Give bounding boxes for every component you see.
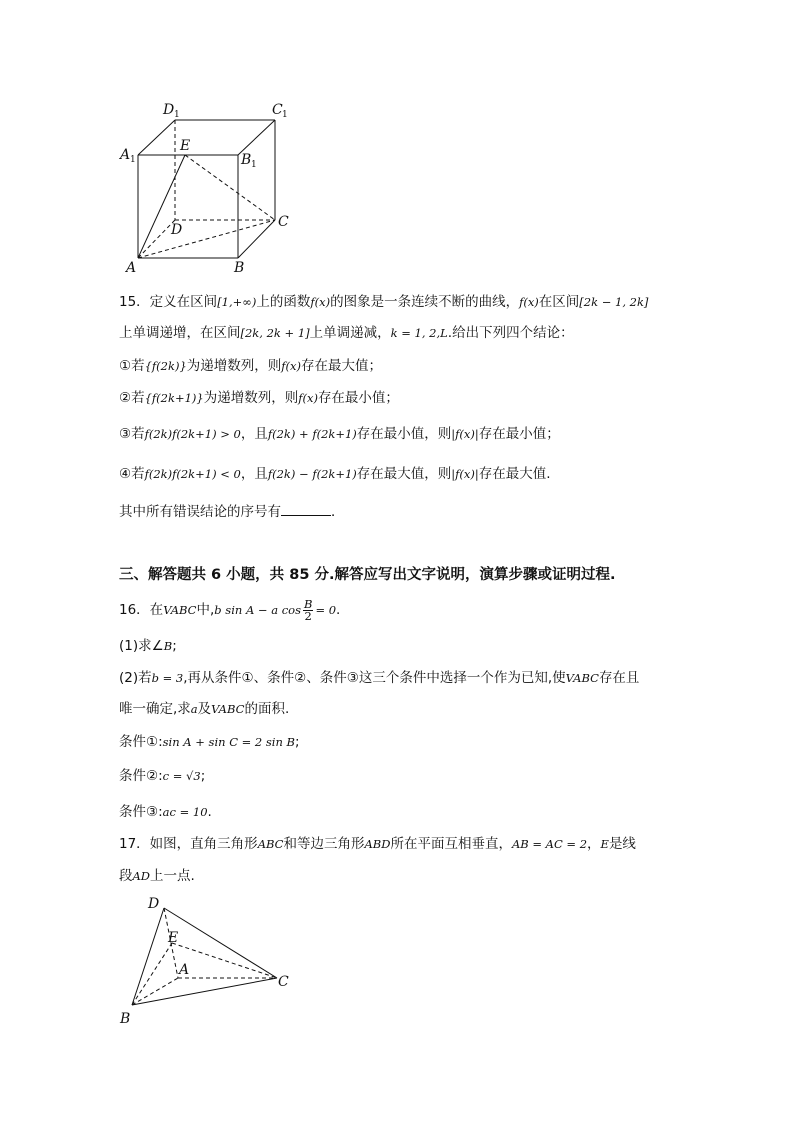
label-C: C	[278, 214, 289, 230]
section-3-heading: 三、解答题共 6 小题，共 85 分.解答应写出文字说明，演算步骤或证明过程.	[119, 567, 616, 583]
q16-part2-cont: 唯一确定,求a及VABC的面积.	[119, 701, 290, 717]
answer-blank	[281, 503, 331, 516]
label-B: B	[234, 260, 245, 276]
label-D1: D	[163, 102, 175, 118]
label-A1: A	[120, 147, 131, 163]
q16-condition-2: 条件②:c = √3;	[119, 768, 206, 784]
q16-part2: (2)若b = 3,再从条件①、条件②、条件③这三个条件中选择一个作为已知,使VABC存在且	[119, 670, 640, 686]
q16-condition-3: 条件③:ac = 10.	[119, 804, 212, 820]
label-A: A	[126, 260, 137, 276]
q16-part1: (1)求∠B;	[119, 638, 177, 654]
q16-condition-1: 条件①:sin A + sin C = 2 sin B;	[119, 734, 300, 750]
label-B1: B	[241, 152, 252, 168]
label-D: D	[171, 222, 183, 238]
label-C: C	[278, 974, 289, 990]
q15-conclusion-3: ③若f(2k)f(2k+1) > 0，且f(2k) + f(2k+1)存在最小值，则|f(x)|存在最小值；	[119, 426, 560, 442]
q15-line2: 上单调递增，在区间[2k, 2k + 1]上单调递减，k = 1, 2,L.给出下列四个结论：	[119, 325, 574, 341]
svg-text:1: 1	[282, 110, 288, 120]
label-C1: C	[272, 102, 283, 118]
q16-line1: 16．在VABC中,b sin A − a cos $\frac{B}{2}$ = 0.	[119, 596, 341, 623]
q15-conclusion-1: ①若{f(2k)}为递增数列，则f(x)存在最大值；	[119, 358, 382, 374]
svg-text:1: 1	[174, 110, 180, 120]
fraction-b-over-2: $\frac{B}{2}$	[303, 596, 313, 623]
q15-line1: 15．定义在区间[1,+∞)上的函数f(x)的图象是一条连续不断的曲线，f(x)在区间[2k − 1, 2k]	[119, 294, 649, 310]
cube-figure	[110, 98, 300, 276]
q17-line2: 段AD上一点.	[119, 868, 195, 884]
q15-conclusion-2: ②若{f(2k+1)}为递增数列，则f(x)存在最小值；	[119, 390, 399, 406]
label-E: E	[168, 930, 179, 946]
svg-text:1: 1	[130, 155, 136, 165]
label-A: A	[179, 962, 190, 978]
q15-ask: 其中所有错误结论的序号有 ．	[119, 504, 345, 520]
label-B: B	[120, 1011, 131, 1027]
svg-text:1: 1	[251, 160, 257, 170]
tetrahedron-figure	[112, 892, 302, 1027]
q17-line1: 17．如图，直角三角形ABC和等边三角形ABD所在平面互相垂直，AB = AC = 2，E是线	[119, 836, 636, 852]
label-D: D	[148, 896, 160, 912]
label-E: E	[180, 138, 191, 154]
q15-conclusion-4: ④若f(2k)f(2k+1) < 0，且f(2k) − f(2k+1)存在最大值，则|f(x)|存在最大值.	[119, 466, 551, 482]
